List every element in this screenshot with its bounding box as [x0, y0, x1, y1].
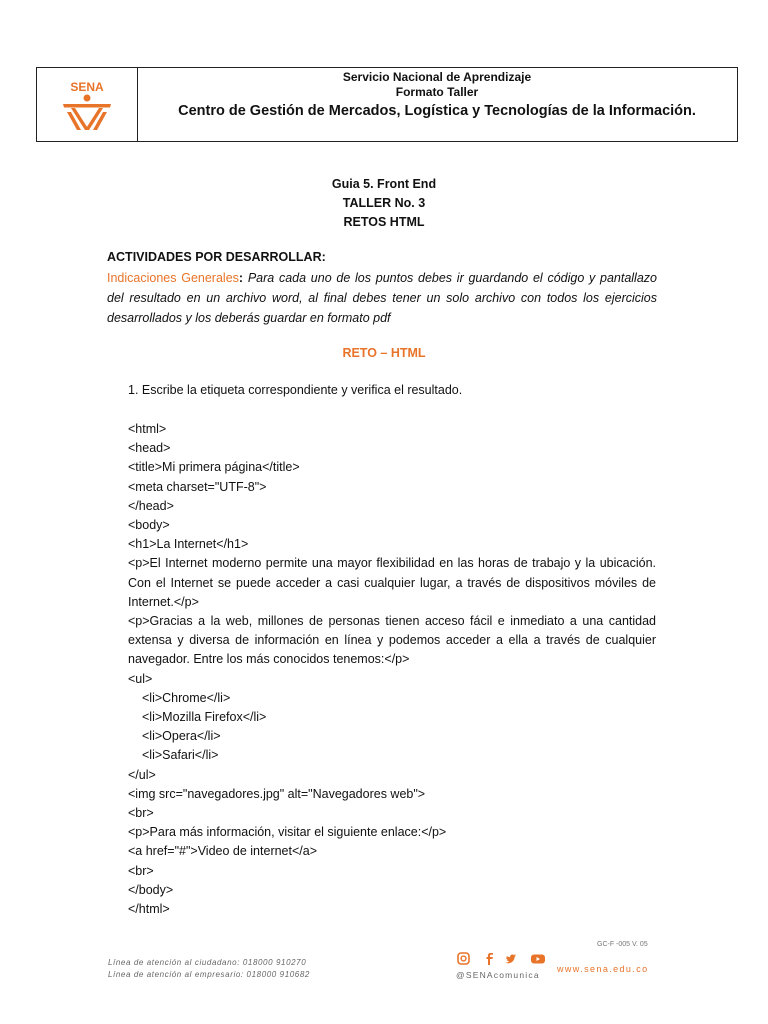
code-line: <br>: [128, 863, 154, 878]
code-line: <head>: [128, 441, 171, 456]
code-list-item: <li>Opera</li>: [142, 729, 221, 744]
header-format: Formato Taller: [395, 85, 479, 99]
activities-heading: ACTIVIDADES POR DESARROLLAR:: [107, 250, 326, 264]
twitter-icon[interactable]: [506, 954, 517, 963]
code-list-item: <li>Chrome</li>: [142, 690, 231, 705]
youtube-icon[interactable]: [531, 955, 545, 964]
document-header: [36, 67, 738, 142]
code-line: </ul>: [128, 767, 156, 782]
website-link[interactable]: www.sena.edu.co: [557, 964, 649, 974]
guide-title: Guia 5. Front End: [331, 177, 437, 191]
instructions-body: Para cada uno de los puntos debes ir guardando el código y pantallazo del resultado en un archivo word, al final debes tener un solo archivo con todos los ejercicios desarrollados y los deberás guardar en formato pdf: [107, 271, 657, 325]
code-line: <ul>: [128, 671, 153, 686]
header-center: Centro de Gestión de Mercados, Logística y Tecnologías de la Información.: [178, 103, 696, 119]
code-line: <title>Mi primera página</title>: [128, 460, 300, 475]
document-titles: [0, 175, 768, 232]
instagram-icon[interactable]: [458, 953, 469, 964]
code-paragraph: <p>Gracias a la web, millones de personas tienen acceso fácil e inmediato a una cantidad extensa y diversa de información en línea y podemos acceder a ella a través de cualquier navegador. Entre los más conocidos tenemos:</p>: [128, 614, 656, 667]
social-handle: @SENAcomunica: [456, 970, 540, 980]
code-line: <html>: [128, 422, 167, 436]
sena-logo: [53, 78, 121, 132]
exercise-item-1: 1. Escribe la etiqueta correspondiente y verifica el resultado.: [128, 383, 463, 397]
header-institution: Servicio Nacional de Aprendizaje: [342, 70, 532, 84]
footer-contact-lines: [108, 957, 310, 981]
code-line: <body>: [128, 518, 170, 533]
document-code: GC-F -005 V. 05: [597, 941, 648, 948]
code-line: <p>Para más información, visitar el siguiente enlace:</p>: [128, 825, 447, 840]
code-line: <a href="#">Video de internet</a>: [128, 844, 318, 859]
code-line: <br>: [128, 806, 154, 821]
facebook-icon[interactable]: [487, 953, 493, 965]
logo-cell: [37, 68, 138, 141]
social-icons: [457, 952, 547, 966]
instructions-lead: Indicaciones Generales: [107, 271, 239, 285]
workshop-title: TALLER No. 3: [342, 196, 426, 210]
business-service-line: Línea de atención al empresario: 018000 910682: [108, 970, 310, 979]
html-code-block: [128, 420, 656, 919]
general-instructions: [107, 268, 657, 328]
code-list-item: <li>Safari</li>: [142, 748, 219, 763]
code-line: </html>: [128, 902, 170, 917]
code-line: <h1>La Internet</h1>: [128, 537, 249, 552]
instructions-colon: :: [238, 271, 244, 285]
code-line: <meta charset="UTF-8">: [128, 479, 267, 494]
code-line: </body>: [128, 882, 174, 897]
citizen-service-line: Línea de atención al ciudadano: 018000 910270: [108, 958, 307, 967]
code-line: <img src="navegadores.jpg" alt="Navegadores web">: [128, 786, 426, 801]
header-text: [137, 68, 737, 120]
sena-logo-text: SENA: [70, 80, 104, 94]
reto-heading: RETO – HTML: [342, 346, 426, 360]
topic-title: RETOS HTML: [343, 215, 425, 229]
code-list-item: <li>Mozilla Firefox</li>: [142, 710, 267, 725]
code-paragraph: <p>El Internet moderno permite una mayor flexibilidad en las horas de trabajo y la ubicación. Con el Internet se puede acceder a casi cualquier lugar, a través de dispositivos móviles de Internet.</p>: [128, 556, 656, 609]
code-line: </head>: [128, 498, 174, 513]
